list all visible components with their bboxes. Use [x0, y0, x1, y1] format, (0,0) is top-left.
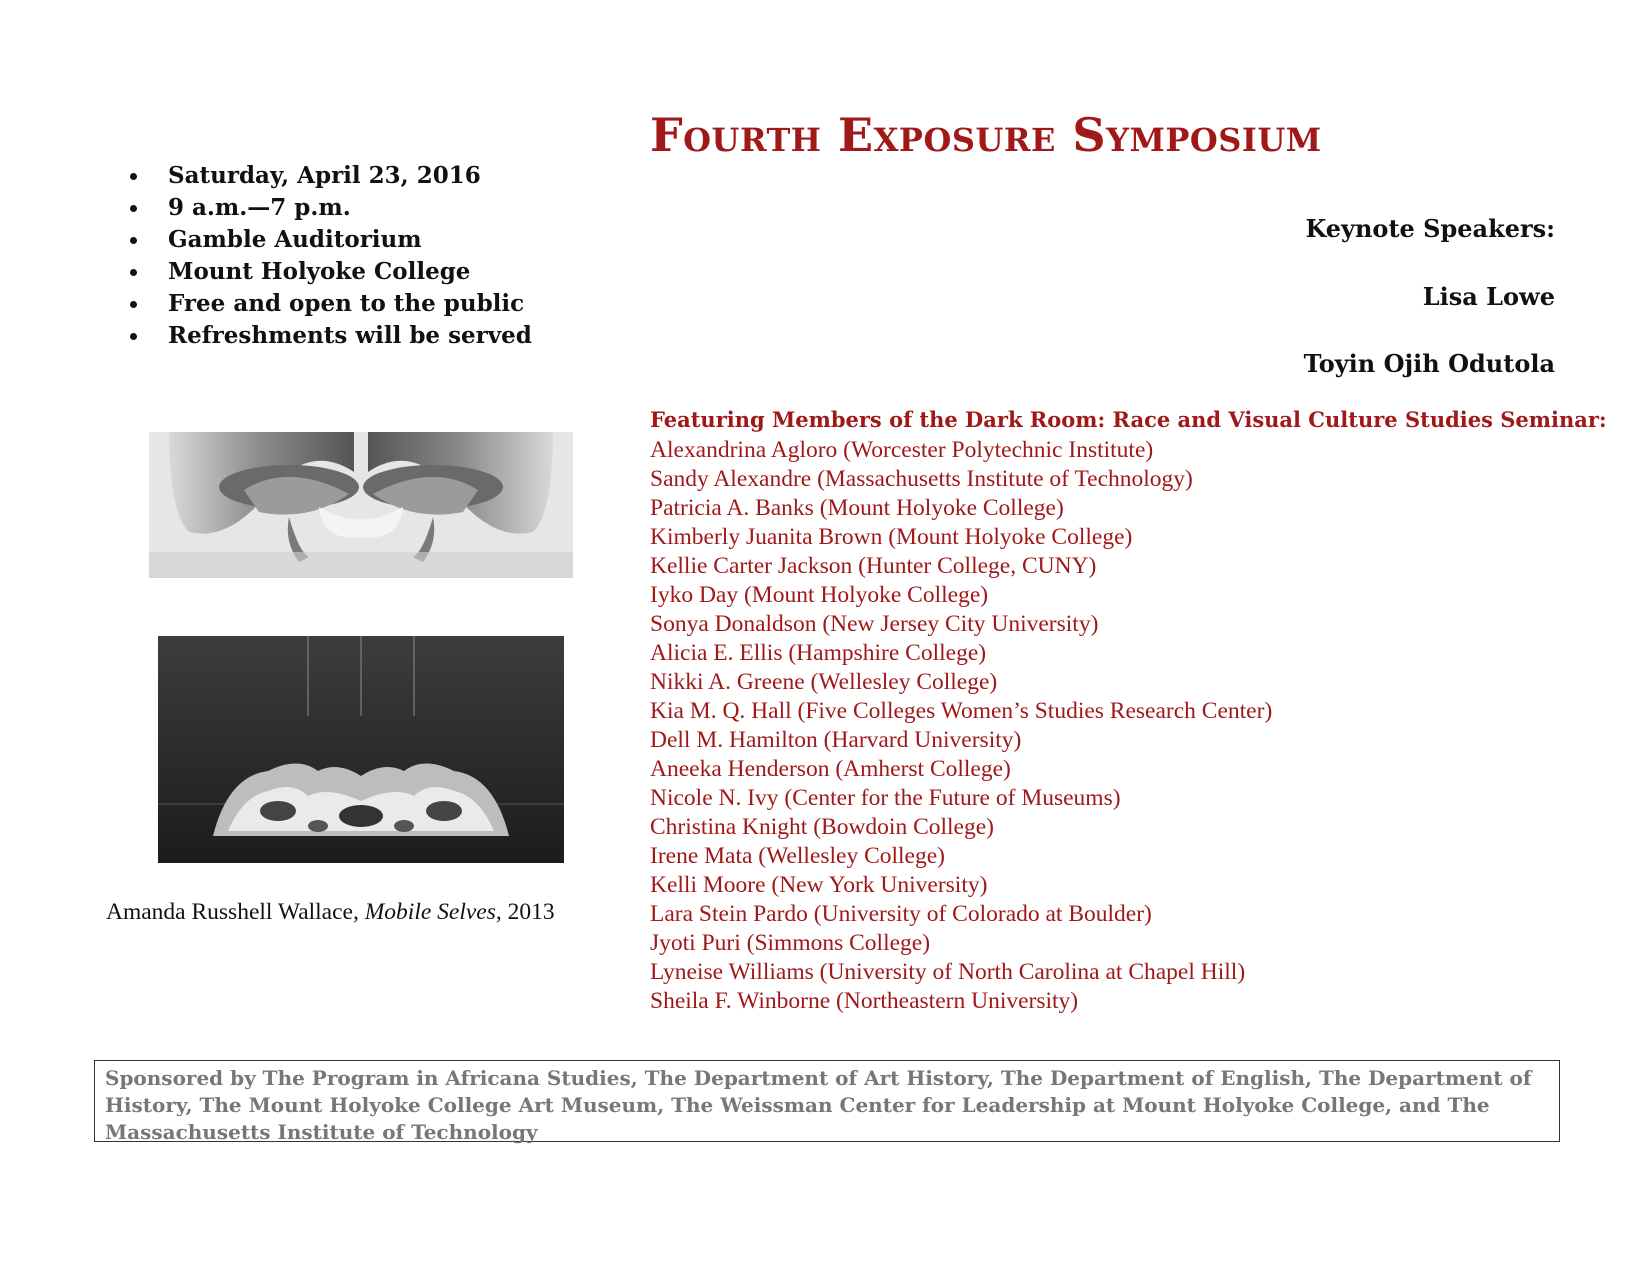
member-item: Irene Mata (Wellesley College) [650, 843, 945, 869]
event-detail-item [130, 160, 532, 192]
member-item: Sonya Donaldson (New Jersey City University) [650, 611, 1099, 637]
member-item: Kimberly Juanita Brown (Mount Holyoke College) [650, 524, 1133, 550]
member-item: Kia M. Q. Hall (Five Colleges Women’s Studies Research Center) [650, 698, 1273, 724]
member-item: Lara Stein Pardo (University of Colorado at Boulder) [650, 901, 1152, 927]
member-item: Dell M. Hamilton (Harvard University) [650, 727, 1022, 753]
bullet-icon [130, 173, 137, 180]
bullet-icon [130, 237, 137, 244]
keynote-speaker: Toyin Ojih Odutola [1303, 349, 1555, 378]
artwork-lips-image [149, 432, 573, 578]
keynote-heading: Keynote Speakers: [1305, 214, 1555, 243]
event-detail-item [130, 320, 532, 352]
member-item: Kelli Moore (New York University) [650, 872, 988, 898]
event-detail-item [130, 288, 532, 320]
event-details-list [130, 160, 532, 352]
event-detail-text: Gamble Auditorium [168, 226, 422, 253]
event-detail-item [130, 224, 532, 256]
member-item: Nikki A. Greene (Wellesley College) [650, 669, 998, 695]
bullet-icon [130, 301, 137, 308]
member-item: Nicole N. Ivy (Center for the Future of Museums) [650, 785, 1121, 811]
event-detail-text: Mount Holyoke College [168, 258, 471, 285]
artwork-year: 2013 [507, 899, 555, 925]
member-item: Patricia A. Banks (Mount Holyoke College) [650, 495, 1064, 521]
member-item: Alexandrina Agloro (Worcester Polytechnic Institute) [650, 437, 1154, 463]
featuring-heading: Featuring Members of the Dark Room: Race and Visual Culture Studies Seminar: [650, 407, 1607, 432]
member-item: Lyneise Williams (University of North Carolina at Chapel Hill) [650, 959, 1246, 985]
event-detail-item [130, 256, 532, 288]
artwork-title: Mobile Selves, [364, 899, 502, 925]
member-item: Jyoti Puri (Simmons College) [650, 930, 931, 956]
member-item: Kellie Carter Jackson (Hunter College, CUNY) [650, 553, 1097, 579]
member-item: Alicia E. Ellis (Hampshire College) [650, 640, 987, 666]
members-list [650, 436, 1272, 1016]
member-item: Iyko Day (Mount Holyoke College) [650, 582, 989, 608]
member-item: Sandy Alexandre (Massachusetts Institute of Technology) [650, 466, 1193, 492]
artwork-artist: Amanda Russhell Wallace, [106, 899, 359, 925]
sponsor-box: Sponsored by The Program in Africana Studies, The Department of Art History, The Department of English, The Department of History, The Mount Holyoke College Art Museum, The Weissman Center for Leadership at Mount Holyoke College, and The Massachusetts Institute of Technology [94, 1060, 1560, 1142]
event-detail-text: Saturday, April 23, 2016 [168, 162, 481, 189]
member-item: Sheila F. Winborne (Northeastern University) [650, 988, 1079, 1014]
artwork-caption [106, 899, 555, 926]
event-detail-item [130, 192, 532, 224]
bullet-icon [130, 205, 137, 212]
event-detail-text: Refreshments will be served [168, 322, 532, 349]
bullet-icon [130, 269, 137, 276]
event-detail-text: Free and open to the public [168, 290, 525, 317]
event-detail-text: 9 a.m.—7 p.m. [168, 194, 351, 221]
bullet-icon [130, 333, 137, 340]
artwork-reflection-image [158, 636, 564, 863]
keynote-speaker: Lisa Lowe [1422, 282, 1555, 311]
member-item: Aneeka Henderson (Amherst College) [650, 756, 1011, 782]
page-title: Fourth Exposure Symposium [650, 108, 1322, 162]
member-item: Christina Knight (Bowdoin College) [650, 814, 994, 840]
